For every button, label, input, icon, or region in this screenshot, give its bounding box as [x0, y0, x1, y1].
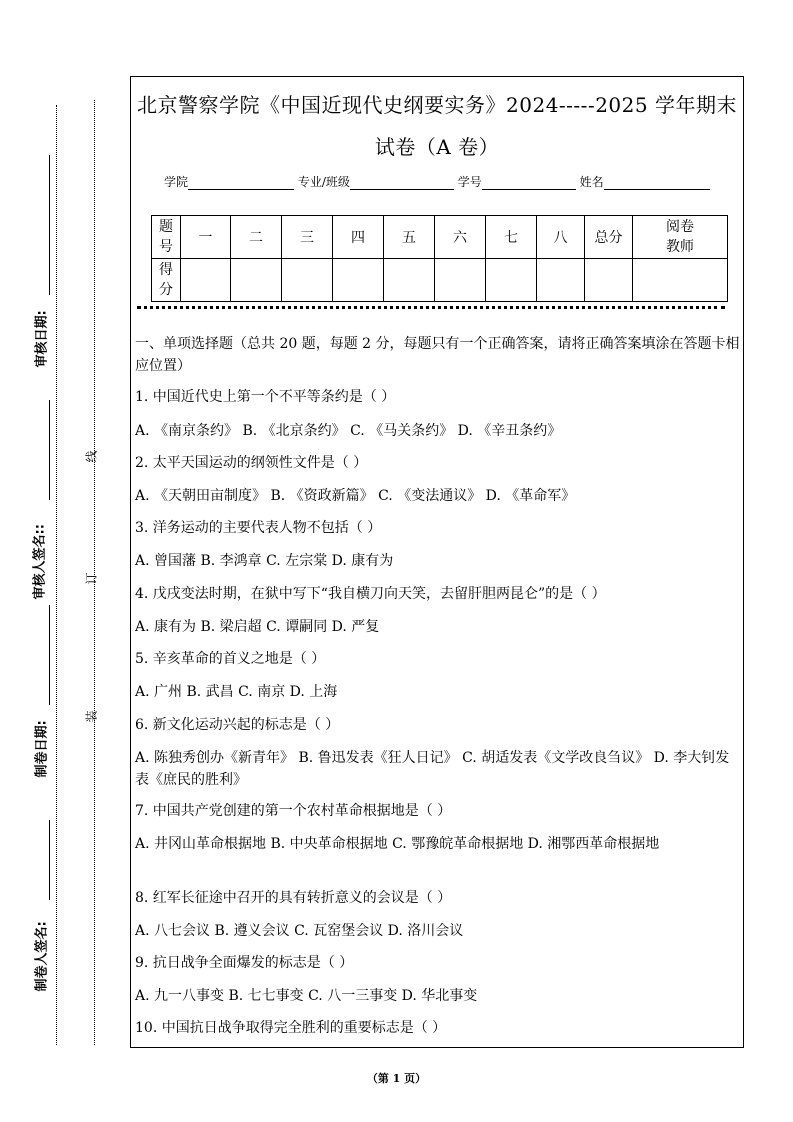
binding-mark-xian: 线 — [84, 450, 99, 463]
col-4: 四 — [333, 216, 384, 259]
col-3: 三 — [282, 216, 333, 259]
student-info-row — [164, 173, 710, 190]
college-label: 学院 — [164, 175, 189, 189]
score-label-cell — [152, 259, 181, 302]
make-sign-label: 制卷人签名: — [34, 921, 50, 992]
score-cell-1[interactable] — [181, 259, 231, 302]
page-number: （第 1 页） — [366, 1072, 427, 1085]
col-6: 六 — [435, 216, 486, 259]
col-total: 总分 — [585, 216, 633, 259]
id-label: 学号 — [457, 175, 482, 189]
make-date-label: 制卷日期: — [34, 720, 50, 778]
options-2: A. 《天朝田亩制度》 B. 《资政新篇》 C. 《变法通议》 D. 《革命军》 — [135, 488, 576, 504]
review-date-label: 审核日期: — [34, 310, 50, 368]
options-1: A. 《南京条约》 B. 《北京条约》 C. 《马关条约》 D. 《辛丑条约》 — [135, 423, 562, 439]
score-cell-grader[interactable] — [633, 259, 728, 302]
col-1: 一 — [181, 216, 231, 259]
score-table-score-row — [152, 259, 728, 302]
left-dotted-line — [56, 105, 57, 1045]
question-10: 10. 中国抗日战争取得完全胜利的重要标志是（ ） — [135, 1020, 447, 1036]
review-date-underline — [49, 155, 50, 295]
score-cell-6[interactable] — [435, 259, 486, 302]
score-cell-4[interactable] — [333, 259, 384, 302]
question-5: 5. 辛亥革命的首义之地是（ ） — [135, 651, 326, 667]
review-sign-underline — [49, 400, 50, 500]
score-cell-2[interactable] — [231, 259, 282, 302]
major-label: 专业/班级 — [297, 175, 350, 189]
make-sign-underline — [49, 820, 50, 900]
score-cell-3[interactable] — [282, 259, 333, 302]
score-cell-5[interactable] — [384, 259, 435, 302]
header-label: 题号 — [159, 219, 173, 255]
options-3: A. 曾国藩 B. 李鸿章 C. 左宗棠 D. 康有为 — [135, 553, 394, 569]
col-2: 二 — [231, 216, 282, 259]
review-sign-label: 审核人签名:: — [32, 524, 48, 600]
question-2: 2. 太平天国运动的纲领性文件是（ ） — [135, 455, 368, 471]
binding-mark-zhuang: 装 — [84, 710, 99, 723]
score-cell-7[interactable] — [486, 259, 537, 302]
score-table — [151, 215, 728, 302]
options-8: A. 八七会议 B. 遵义会议 C. 瓦窑堡会议 D. 洛川会议 — [135, 923, 464, 939]
id-field[interactable] — [482, 177, 576, 190]
score-cell-8[interactable] — [537, 259, 585, 302]
college-field[interactable] — [188, 177, 294, 190]
col-7: 七 — [486, 216, 537, 259]
section-heading: 一、单项选择题（总共 20 题，每题 2 分，每题只有一个正确答案，请将正确答案填涂在答题卡相应位置） — [135, 336, 740, 374]
col-5: 五 — [384, 216, 435, 259]
score-cell-total[interactable] — [585, 259, 633, 302]
binding-mark-ding: 订 — [84, 572, 99, 585]
col-8: 八 — [537, 216, 585, 259]
score-label: 得分 — [159, 262, 173, 298]
col-grader: 阅卷教师 — [666, 219, 694, 255]
options-4: A. 康有为 B. 梁启超 C. 谭嗣同 D. 严复 — [135, 619, 380, 635]
dotted-separator — [137, 306, 725, 309]
question-8: 8. 红军长征途中召开的具有转折意义的会议是（ ） — [135, 890, 452, 906]
exam-title-line2: 试卷（A 卷） — [374, 135, 500, 159]
question-1: 1. 中国近代史上第一个不平等条约是（ ） — [135, 389, 396, 405]
question-6: 6. 新文化运动兴起的标志是（ ） — [135, 717, 340, 733]
options-7: A. 井冈山革命根据地 B. 中央革命根据地 C. 鄂豫皖革命根据地 D. 湘鄂西革命根据地 — [135, 836, 660, 852]
options-5: A. 广州 B. 武昌 C. 南京 D. 上海 — [135, 684, 338, 700]
options-6: A. 陈独秀创办《新青年》 B. 鲁迅发表《狂人日记》 C. 胡适发表《文学改良刍议》 D. 李大钊发表《庶民的胜利》 — [135, 750, 730, 788]
make-date-underline — [49, 605, 50, 705]
question-9: 9. 抗日战争全面爆发的标志是（ ） — [135, 955, 354, 971]
question-4: 4. 戊戌变法时期，在狱中写下“我自横刀向天笑，去留肝胆两昆仑”的是（ ） — [135, 586, 606, 602]
score-table-header-row — [152, 216, 728, 259]
header-label-cell — [152, 216, 181, 259]
question-7: 7. 中国共产党创建的第一个农村革命根据地是（ ） — [135, 803, 452, 819]
major-field[interactable] — [350, 177, 454, 190]
name-label: 姓名 — [579, 175, 604, 189]
options-9: A. 九一八事变 B. 七七事变 C. 八一三事变 D. 华北事变 — [135, 988, 478, 1004]
name-field[interactable] — [604, 177, 710, 190]
question-3: 3. 洋务运动的主要代表人物不包括（ ） — [135, 520, 382, 536]
col-grader-cell — [633, 216, 728, 259]
binding-margin — [0, 0, 130, 1122]
exam-title-line1: 北京警察学院《中国近现代史纲要实务》2024-----2025 学年期末 — [137, 93, 737, 117]
